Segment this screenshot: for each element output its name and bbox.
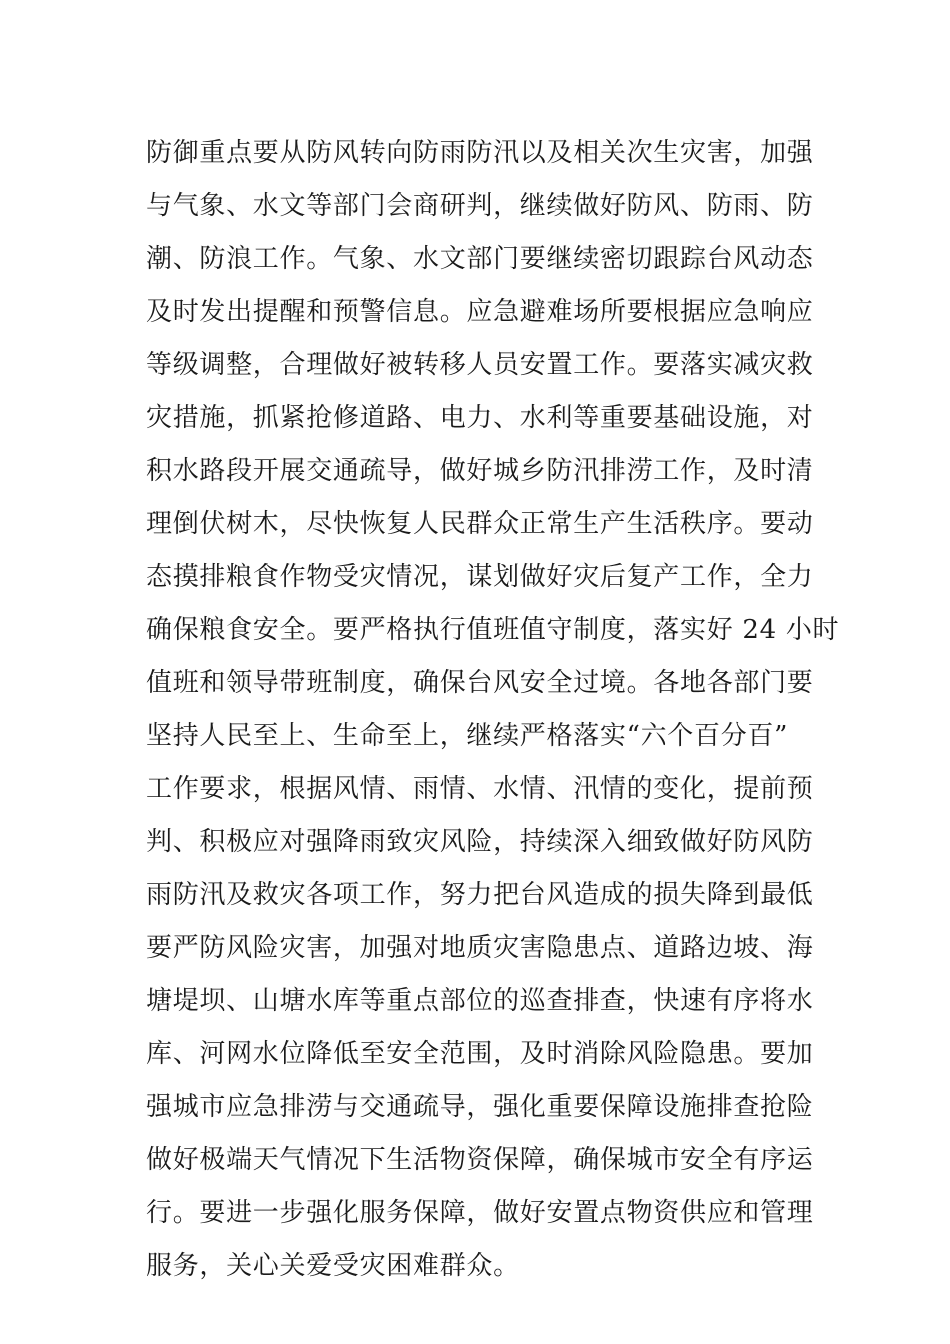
text-line: 确保粮食安全。要严格执行值班值守制度，落实好 24 小时 — [146, 615, 840, 645]
text-line: 服务，关心关爱受灾困难群众。 — [146, 1251, 520, 1281]
text-line: 强城市应急排涝与交通疏导，强化重要保障设施排查抢险 — [146, 1092, 814, 1122]
text-line: 判、积极应对强降雨致灾风险，持续深入细致做好防风防 — [146, 827, 814, 857]
text-line: 雨防汛及救灾各项工作，努力把台风造成的损失降到最低 — [146, 880, 814, 910]
text-line: 与气象、水文等部门会商研判，继续做好防风、防雨、防 — [146, 191, 814, 221]
text-line: 积水路段开展交通疏导，做好城乡防汛排涝工作，及时清 — [146, 456, 814, 486]
text-line: 值班和领导带班制度，确保台风安全过境。各地各部门要 — [146, 668, 814, 698]
text-line: 坚持人民至上、生命至上，继续严格落实“六个百分百” — [146, 721, 789, 751]
text-line: 行。要进一步强化服务保障，做好安置点物资供应和管理 — [146, 1198, 814, 1228]
text-line: 及时发出提醒和预警信息。应急避难场所要根据应急响应 — [146, 297, 814, 327]
body-paragraph — [146, 127, 840, 1293]
text-line: 要严防风险灾害，加强对地质灾害隐患点、道路边坡、海 — [146, 933, 814, 963]
text-line: 做好极端天气情况下生活物资保障，确保城市安全有序运 — [146, 1145, 814, 1175]
text-line: 潮、防浪工作。气象、水文部门要继续密切跟踪台风动态 — [146, 244, 814, 274]
text-line: 等级调整，合理做好被转移人员安置工作。要落实减灾救 — [146, 350, 814, 380]
text-line: 灾措施，抓紧抢修道路、电力、水利等重要基础设施，对 — [146, 403, 814, 433]
text-line: 库、河网水位降低至安全范围，及时消除风险隐患。要加 — [146, 1039, 814, 1069]
text-line: 工作要求，根据风情、雨情、水情、汛情的变化，提前预 — [146, 774, 814, 804]
text-line: 态摸排粮食作物受灾情况，谋划做好灾后复产工作，全力 — [146, 562, 814, 592]
text-line: 防御重点要从防风转向防雨防汛以及相关次生灾害，加强 — [146, 138, 814, 168]
text-line: 理倒伏树木，尽快恢复人民群众正常生产生活秩序。要动 — [146, 509, 814, 539]
text-line: 塘堤坝、山塘水库等重点部位的巡查排查，快速有序将水 — [146, 986, 814, 1016]
